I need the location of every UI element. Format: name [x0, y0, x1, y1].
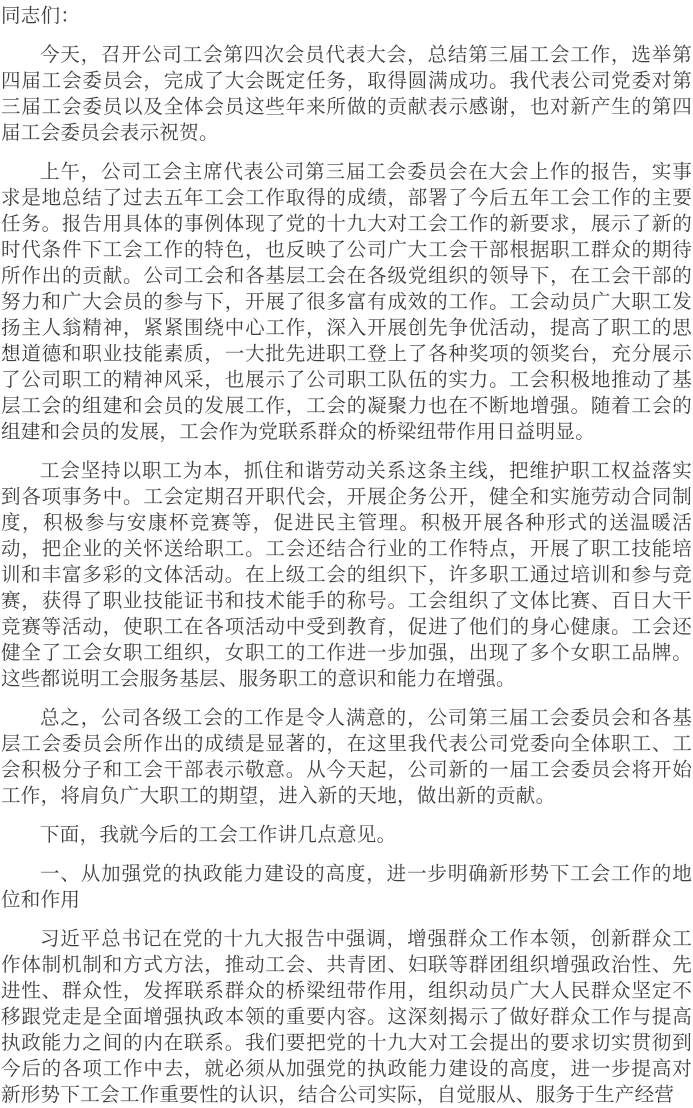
salutation: 同志们：: [1, 5, 81, 27]
paragraph: 下面，我就今后的工会工作讲几点意见。: [40, 824, 397, 846]
paragraph: 上午，公司工会主席代表公司第三届工会委员会在大会上作的报告，实事求是地总结了过去五年工会工作取得的成绩，部署了今后五年工会工作的主要任务。报告用具体的事例体现了党的十九大对工会工作的新要求，展示了新的时代条件下工会工作的特色，也反映了公司广大工会干部根据职工群众的期待所作出的贡献。公司工会和各基层工会在各级党组织的领导下，在工会干部的努力和广大会员的参与下，开展了很多富有成效的工作。工会动员广大职工发扬主人翁精神，紧紧围绕中心工作，深入开展创先争优活动，提高了职工的思想道德和职业技能素质，一大批先进职工登上了各种奖项的领奖台，充分展示了公司职工的精神风采，也展示了公司职工队伍的实力。工会积极地推动了基层工会的组建和会员的发展工作，工会的凝聚力也在不断地增强。随着工会的组建和会员的发展，工会作为党联系群众的桥梁纽带作用日益明显。: [1, 161, 692, 443]
paragraph: 习近平总书记在党的十九大报告中强调，增强群众工作本领，创新群众工作体制机制和方式方法，推动工会、共青团、妇联等群团组织增强政治性、先进性、群众性，发挥联系群众的桥梁纽带作用，组织动员广大人民群众坚定不移跟党走是全面增强执政本领的重要内容。这深刻揭示了做好群众工作与提高执政能力之间的内在联系。我们要把党的十九大对工会提出的要求切实贯彻到今后的各项工作中去，就必须从加强党的执政能力建设的高度，进一步提高对新形势下工会工作重要性的认识，结合公司实际，自觉服从、服务于生产经营: [1, 928, 692, 1106]
paragraph: 总之，公司各级工会的工作是令人满意的，公司第三届工会委员会和各基层工会委员会所作出的成绩是显著的，在这里我代表公司党委向全体职工、工会积极分子和工会干部表示敬意。从今天起，公司新的一届工会委员会将开始工作，将肩负广大职工的期望，进入新的天地，做出新的贡献。: [1, 707, 692, 807]
paragraph-list: [1, 42, 692, 1108]
section-heading: 一、从加强党的执政能力建设的高度，进一步明确新形势下工会工作的地位和作用: [1, 863, 692, 911]
paragraph: 今天，召开公司工会第四次会员代表大会，总结第三届工会工作，选举第四届工会委员会，完成了大会既定任务，取得圆满成功。我代表公司党委对第三届工会委员以及全体会员这些年来所做的贡献表示感谢，也对新产生的第四届工会委员会表示祝贺。: [1, 44, 692, 144]
paragraph: 工会坚持以职工为本，抓住和谐劳动关系这条主线，把维护职工权益落实到各项事务中。工会定期召开职代会，开展企务公开，健全和实施劳动合同制度，积极参与安康杯竞赛等，促进民主管理。积极开展各种形式的送温暖活动，把企业的关怀送给职工。工会还结合行业的工作特点，开展了职工技能培训和丰富多彩的文体活动。在上级工会的组织下，许多职工通过培训和参与竞赛，获得了职业技能证书和技术能手的称号。工会组织了文体比赛、百日大干竞赛等活动，使职工在各项活动中受到教育，促进了他们的身心健康。工会还健全了工会女职工组织，女职工的工作进一步加强，出现了多个女职工品牌。这些都说明工会服务基层、服务职工的意识和能力在增强。: [1, 460, 692, 690]
